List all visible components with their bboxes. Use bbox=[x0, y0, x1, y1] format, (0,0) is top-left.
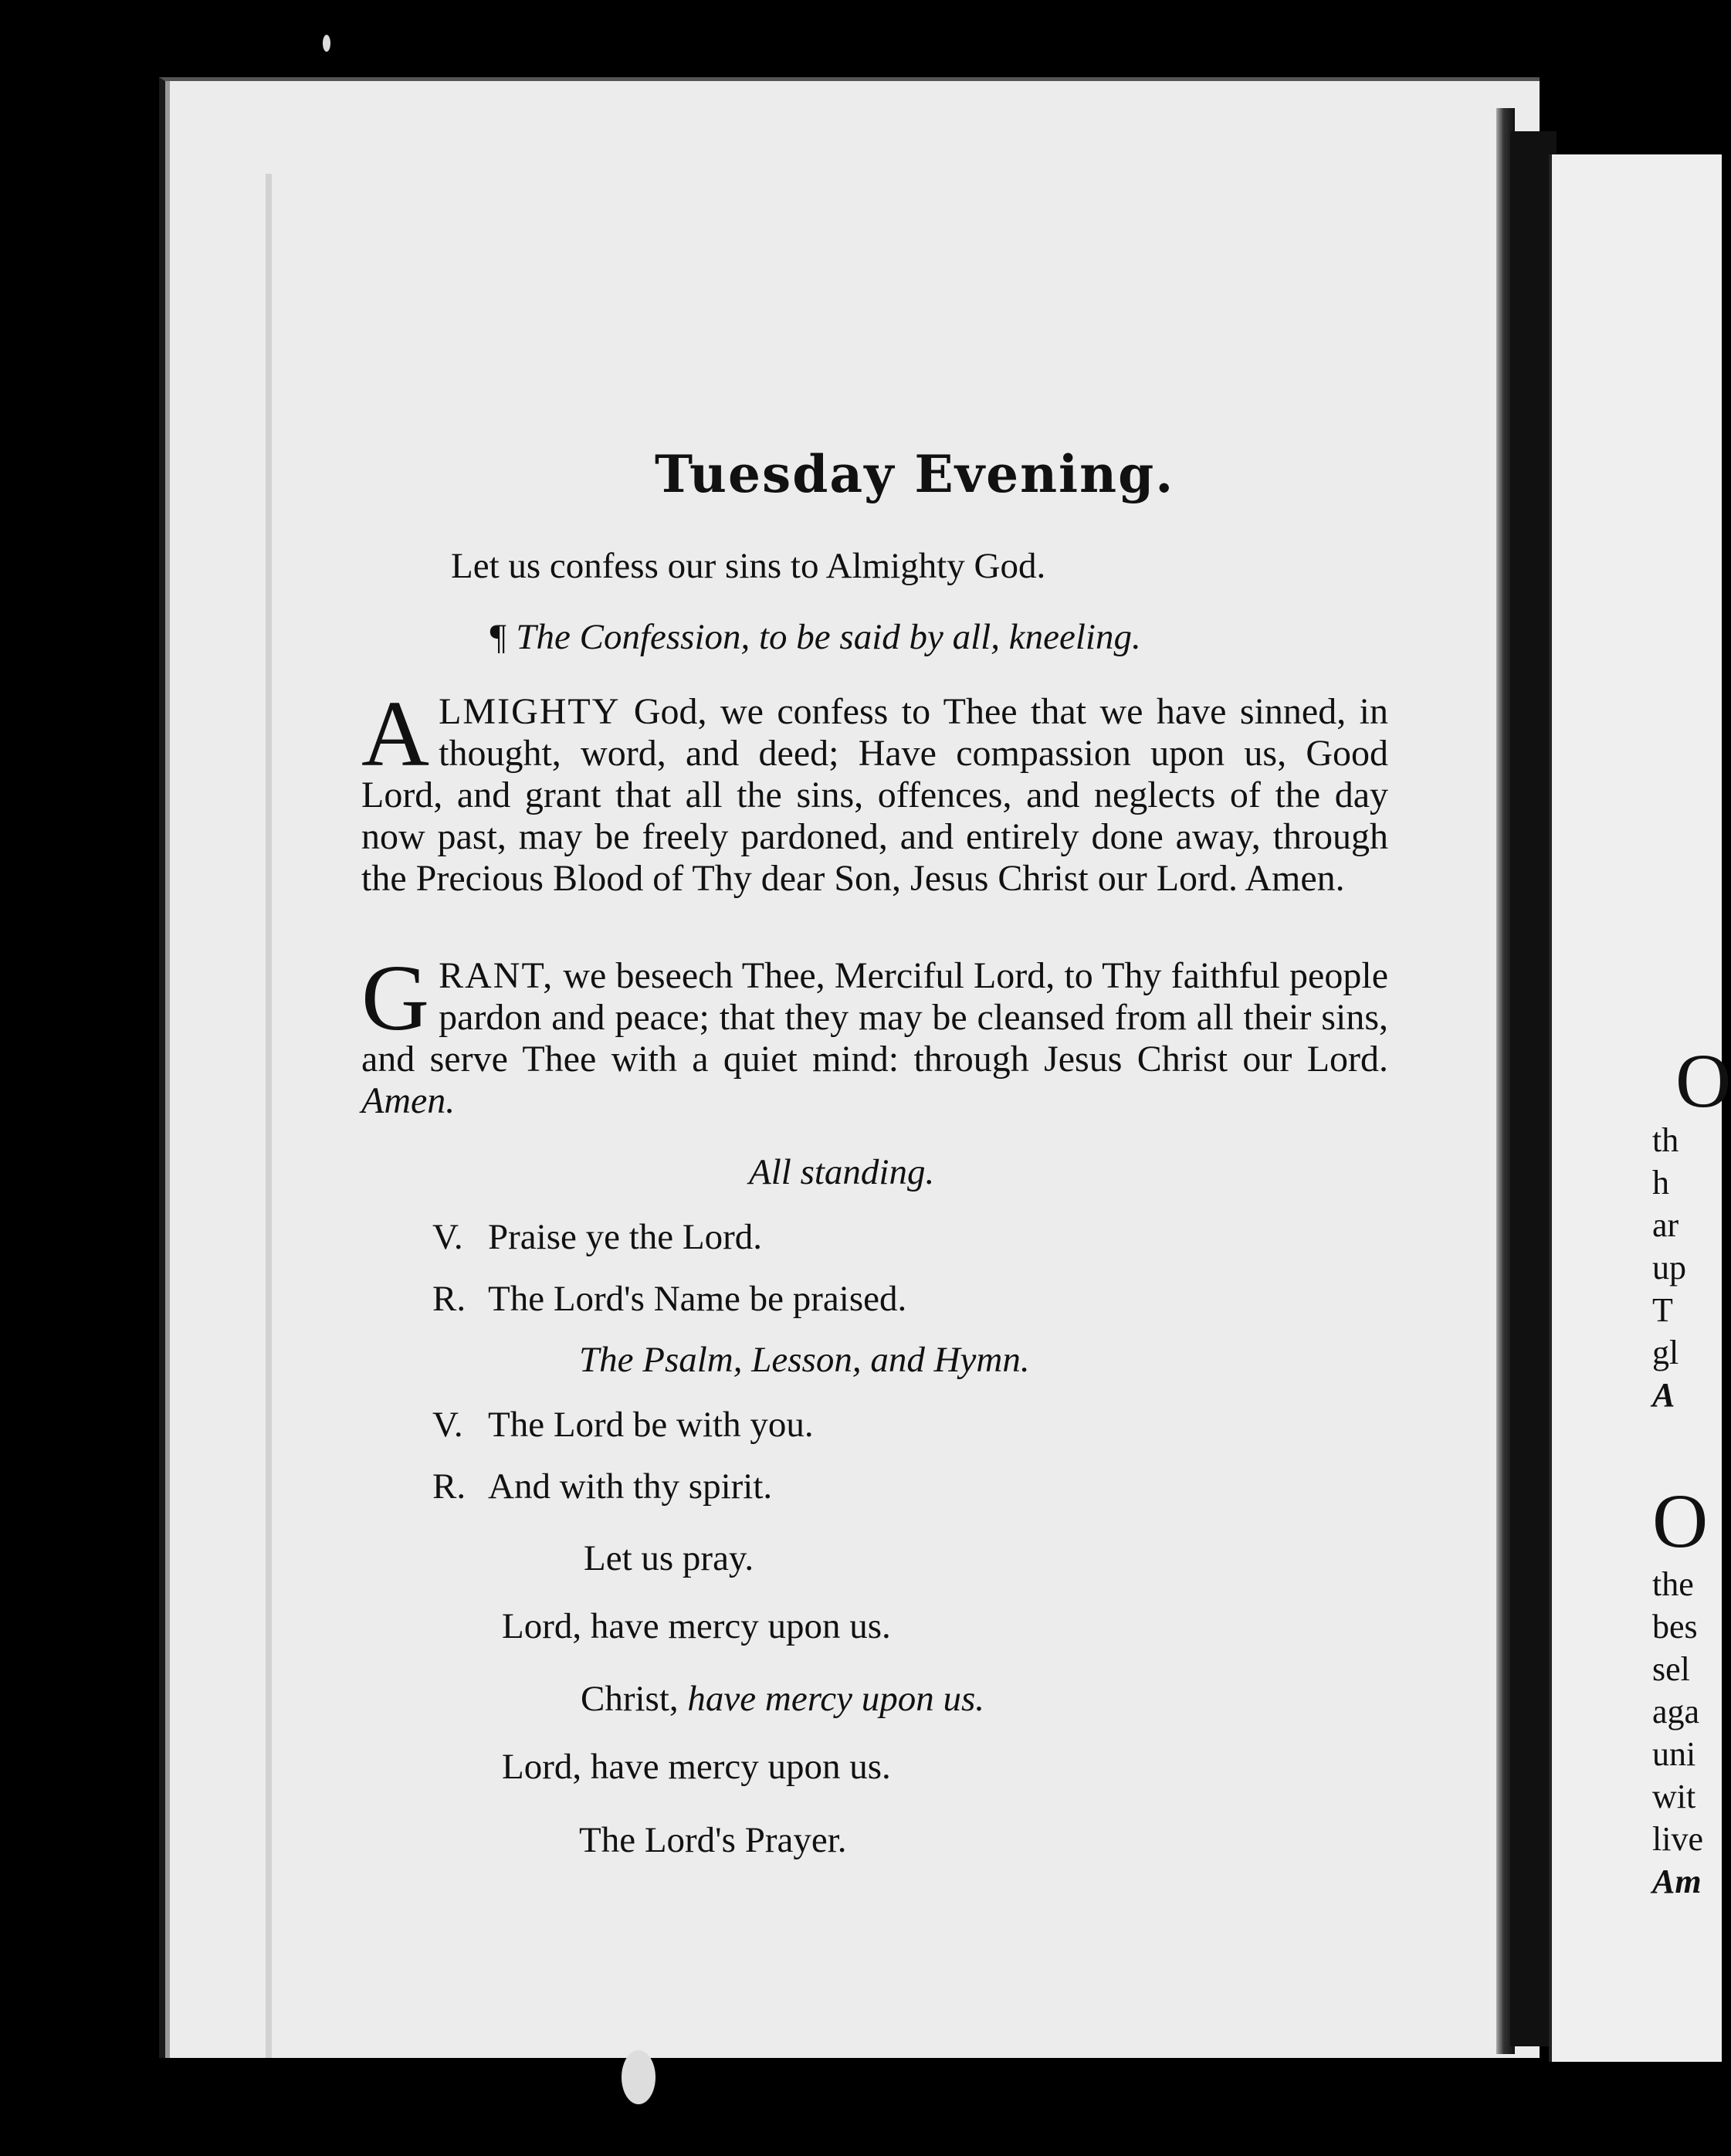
kyrie-line-2-rest: have mercy upon us. bbox=[687, 1679, 985, 1719]
kyrie-line-2 bbox=[581, 1681, 984, 1717]
versicle-label: V. bbox=[432, 1217, 463, 1257]
response-1 bbox=[432, 1278, 906, 1320]
confession-caps: LMIGHTY bbox=[439, 691, 621, 732]
book-page-right bbox=[1549, 154, 1731, 2062]
rubric-standing: All standing. bbox=[749, 1152, 935, 1192]
versicle-2 bbox=[432, 1404, 814, 1446]
right-page-line: th bbox=[1652, 1121, 1679, 1159]
rubric-psalm: The Psalm, Lesson, and Hymn. bbox=[579, 1340, 1030, 1380]
confession-paragraph bbox=[361, 682, 1388, 900]
invitation: Let us confess our sins to Almighty God. bbox=[451, 546, 1046, 586]
right-page-line: Am bbox=[1652, 1863, 1702, 1900]
kyrie-line-1: Lord, have mercy upon us. bbox=[502, 1606, 891, 1646]
page-edge-shadow bbox=[266, 174, 272, 2058]
right-page-line: wit bbox=[1652, 1778, 1696, 1815]
right-page-line: gl bbox=[1652, 1334, 1679, 1371]
response-label: R. bbox=[432, 1466, 466, 1507]
rubric-confession bbox=[488, 619, 1141, 656]
paper-speck bbox=[622, 2050, 655, 2104]
right-page-line: bes bbox=[1652, 1608, 1698, 1646]
pilcrow-icon: ¶ bbox=[488, 617, 507, 657]
right-page-line: aga bbox=[1652, 1693, 1700, 1731]
kyrie-line-3: Lord, have mercy upon us. bbox=[502, 1747, 891, 1787]
confession-dropcap: A bbox=[361, 682, 430, 786]
right-page-line: up bbox=[1652, 1249, 1686, 1286]
right-page-line: ar bbox=[1652, 1206, 1679, 1244]
collect-paragraph bbox=[361, 946, 1388, 1122]
versicle-1 bbox=[432, 1216, 762, 1258]
confession-text: God, we confess to Thee that we have sinned, in thought, word, and deed; Have compassion upon us, Good Lord, and grant that all the sins, offences, and neglects of the day now past, may be freely pardoned, and entirely done away, through the Precious Blood of Thy dear Son, Jesus Christ our Lord. Amen. bbox=[361, 691, 1388, 899]
response-label: R. bbox=[432, 1279, 466, 1319]
response-2 bbox=[432, 1466, 772, 1507]
lords-prayer: The Lord's Prayer. bbox=[579, 1820, 847, 1860]
right-page-line: h bbox=[1652, 1164, 1669, 1202]
right-page-line: uni bbox=[1652, 1735, 1696, 1773]
collect-text: we beseech Thee, Merciful Lord, to Thy faithful people pardon and peace; that they may be cleansed from all their sins, and serve Thee with a quiet mind: through Jesus Christ our Lord. bbox=[361, 955, 1388, 1080]
right-page-line: A bbox=[1652, 1376, 1675, 1414]
versicle-text: The Lord be with you. bbox=[488, 1405, 814, 1445]
right-page-line: T bbox=[1652, 1291, 1673, 1329]
response-text: And with thy spirit. bbox=[488, 1466, 773, 1507]
rubric-confession-text: The Confession, to be said by all, kneeling. bbox=[516, 617, 1141, 657]
versicle-text: Praise ye the Lord. bbox=[488, 1217, 763, 1257]
page-heading: Tuesday Evening. bbox=[655, 444, 1175, 504]
collect-amen: Amen. bbox=[361, 1080, 456, 1121]
right-dropcap-2: O bbox=[1652, 1478, 1709, 1564]
let-us-pray: Let us pray. bbox=[584, 1538, 754, 1578]
kyrie-christ: Christ, bbox=[581, 1679, 679, 1719]
right-dropcap-1: O bbox=[1675, 1038, 1731, 1124]
right-page-line: live bbox=[1652, 1820, 1703, 1858]
paper-speck bbox=[323, 35, 330, 52]
right-page-line: the bbox=[1652, 1565, 1694, 1603]
collect-dropcap: G bbox=[361, 946, 430, 1050]
right-page-line: sel bbox=[1652, 1650, 1690, 1688]
collect-caps: RANT, bbox=[439, 955, 554, 996]
response-text: The Lord's Name be praised. bbox=[488, 1279, 907, 1319]
versicle-label: V. bbox=[432, 1405, 463, 1445]
